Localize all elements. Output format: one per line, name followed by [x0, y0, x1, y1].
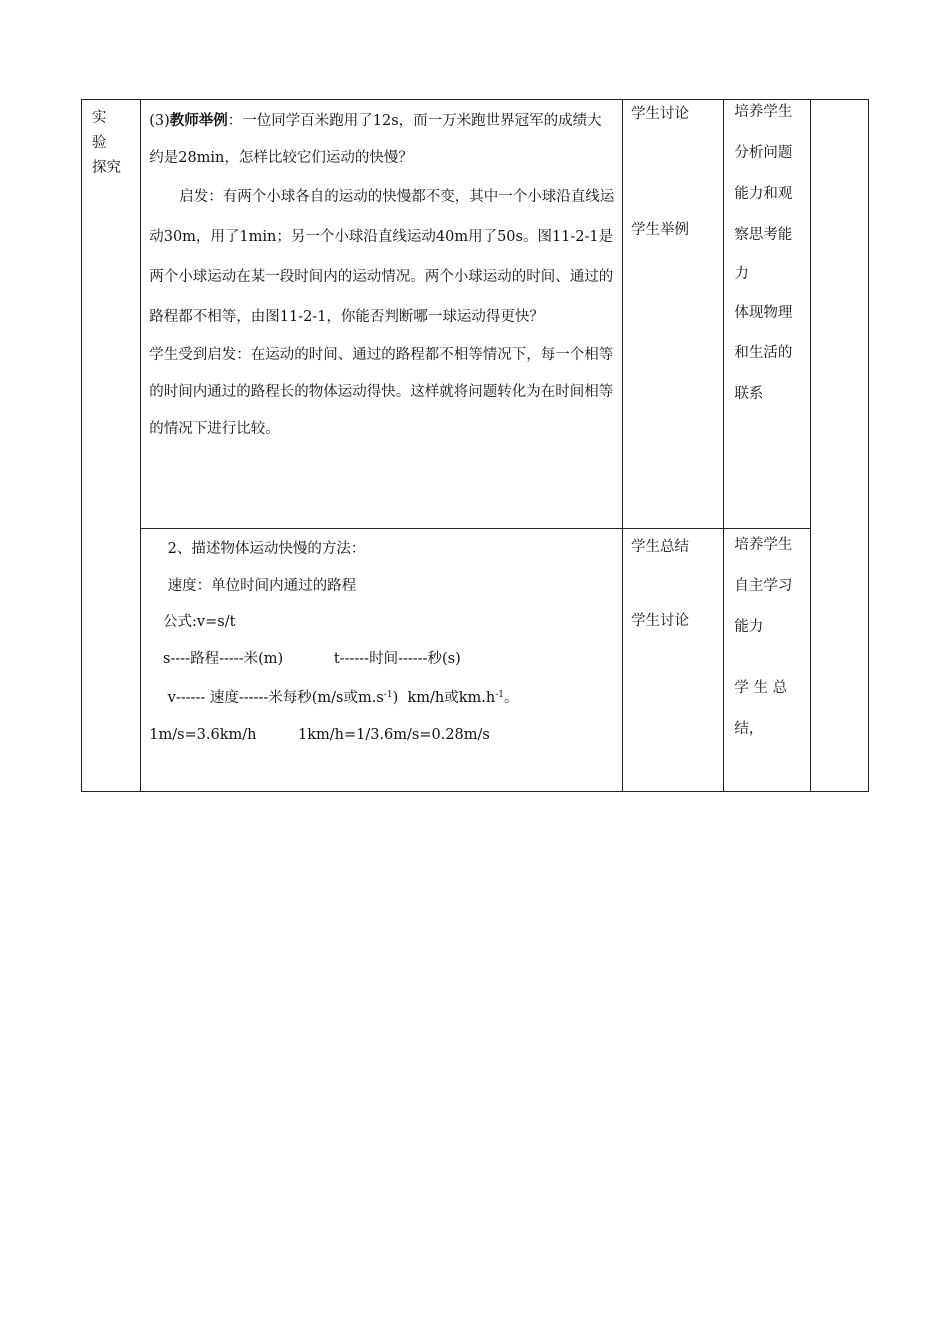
table-row [82, 100, 869, 529]
activity-cell [623, 529, 724, 792]
aim-line: 分析问题 [734, 145, 793, 161]
stage-label-line2: 探究 [92, 160, 121, 176]
stage-cell [82, 100, 141, 792]
aim-line: 学 生 总 [734, 680, 788, 696]
activity-item: 学生讨论 [631, 106, 690, 122]
activity-item: 学生讨论 [631, 613, 690, 629]
stage-label-line1: 实验 [92, 110, 121, 151]
aim-line: 体现物理 [734, 305, 793, 321]
hint-paragraph: 启发：有两个小球各自的运动的快慢都不变，其中一个小球沿直线运动30m，用了1min；另一个小球沿直线运动40m用了50s。图11-2-1是两个小球运动在某一段时间内的运动情况。两个小球运动的时间、通过的路程都不相等，由图11-2-1，你能否判断哪一球运动得更快？ [149, 189, 615, 325]
student-inspired-paragraph: 学生受到启发：在运动的时间、通过的路程都不相等情况下，每一个相等的时间内通过的路程长的物体运动得快。这样就将问题转化为在时间相等的情况下进行比较。 [149, 347, 614, 437]
content-cell [141, 529, 623, 792]
aim-cell [724, 100, 810, 529]
content-cell [141, 100, 623, 529]
blank-cell [810, 100, 868, 792]
aim-line: 能力 [734, 619, 764, 635]
distance-time-units: s----路程-----米(m) t------时间------秒(s) [149, 650, 461, 667]
aim-line: 联系 [734, 386, 764, 402]
aim-line: 察思考能 [734, 227, 793, 243]
aim-line: 自主学习 [734, 578, 793, 594]
teacher-example-label: 教师举例 [169, 112, 228, 129]
speed-units: v------ 速度------米每秒(m/s或$m.s^{-1}$) km/h或$km.h^{-1}$。 [149, 690, 519, 706]
aim-line: 培养学生 [734, 104, 793, 120]
activity-item: 学生举例 [631, 222, 690, 238]
aim-line: 能力和观 [734, 186, 793, 202]
aim-line: 结， [734, 721, 764, 737]
unit-conversion: 1m/s=3.6km/h 1km/h=1/3.6m/s=0.28m/s [149, 726, 490, 743]
table-row [82, 529, 869, 792]
formula-line: 公式:v=s/t [149, 614, 236, 630]
aim-line: 力 [734, 266, 749, 282]
aim-cell [724, 529, 810, 792]
method-heading: 2、描述物体运动快慢的方法： [149, 541, 366, 557]
activity-cell [623, 100, 724, 529]
teacher-example-paragraph: (3)教师举例：一位同学百米跑用了12s，而一万米跑世界冠军的成绩大约是28min，怎样比较它们运动的快慢？ [149, 112, 602, 166]
activity-item: 学生总结 [631, 539, 690, 555]
lesson-table [81, 99, 869, 792]
speed-definition: 速度：单位时间内通过的路程 [149, 577, 357, 594]
aim-line: 培养学生 [734, 537, 793, 553]
aim-line: 和生活的 [734, 345, 793, 361]
